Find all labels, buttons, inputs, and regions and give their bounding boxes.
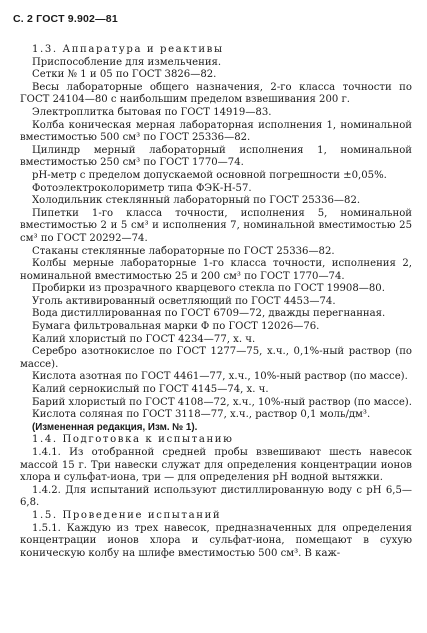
- paragraph: Цилиндр мерный лабораторный исполнения 1, номинальной вместимостью 250 см³ по ГОСТ 1770—74.: [20, 144, 412, 169]
- paragraph: 1.5. Проведение испытаний: [32, 509, 222, 521]
- paragraph: Бумага фильтровальная марки Ф по ГОСТ 12026—76.: [32, 321, 320, 333]
- paragraph: 1.4.1. Из отобранной средней пробы взвешивают шесть навесок массой 15 г. Три навески служат для определения концентрации ионов хлора и сульфат-иона, три — для определения pH водной вытяжки.: [20, 447, 412, 484]
- page-header: С. 2 ГОСТ 9.902—81: [13, 13, 118, 25]
- paragraph: 1.4.2. Для испытаний используют дистиллированную воду с pH 6,5—6,8.: [20, 484, 412, 509]
- paragraph: pH-метр с пределом допускаемой основной погрешности ±0,05%.: [32, 169, 387, 181]
- document-body: [20, 44, 412, 560]
- paragraph: Колбы мерные лабораторные 1-го класса точности, исполнения 2, номинальной вместимостью 25 и 200 см³ по ГОСТ 1770—74.: [20, 258, 412, 282]
- paragraph: Колба коническая мерная лабораторная исполнения 1, номинальной вместимостью 500 см³ по ГОСТ 25336—82.: [20, 119, 412, 144]
- paragraph: Пробирки из прозрачного кварцевого стекла по ГОСТ 19908—80.: [32, 283, 385, 295]
- paragraph: Пипетки 1-го класса точности, исполнения 5, номинальной вместимостью 2 и 5 см³ и исполнения 7, номинальной вместимостью 25 см³ по ГОСТ 20292—74.: [20, 207, 412, 244]
- paragraph: 1.3. Аппаратура и реактивы: [32, 44, 224, 55]
- paragraph: Калий сернокислый по ГОСТ 4145—74, х. ч.: [32, 384, 269, 396]
- paragraph: Стаканы стеклянные лабораторные по ГОСТ 25336—82.: [32, 245, 335, 257]
- paragraph: Электроплитка бытовая по ГОСТ 14919—83.: [32, 106, 272, 118]
- paragraph: Приспособление для измельчения.: [32, 56, 222, 68]
- paragraph: Вода дистиллированная по ГОСТ 6709—72, дважды перегнанная.: [32, 308, 386, 320]
- paragraph: Сетки № 1 и 05 по ГОСТ 3826—82.: [32, 69, 217, 81]
- paragraph: (Измененная редакция, Изм. № 1).: [32, 421, 198, 433]
- paragraph: 1.4. Подготовка к испытанию: [32, 434, 234, 446]
- paragraph: Фотоэлектроколориметр типа ФЭК-Н-57.: [32, 182, 252, 194]
- paragraph: Кислота соляная по ГОСТ 3118—77, х.ч., раствор 0,1 моль/дм³.: [32, 409, 371, 421]
- paragraph: Калий хлористый по ГОСТ 4234—77, х. ч.: [32, 333, 256, 345]
- paragraph: Кислота азотная по ГОСТ 4461—77, х.ч., 10%-ный раствор (по массе).: [32, 371, 408, 383]
- paragraph: Барий хлористый по ГОСТ 4108—72, х.ч., 10%-ный раствор (по массе).: [32, 396, 412, 408]
- paragraph: 1.5.1. Каждую из трех навесок, предназначенных для определения концентрации ионов хлора и сульфат-иона, помещают в сухую коническую колбу на шлифе вместимостью 500 см³. В каж-: [20, 522, 412, 559]
- paragraph: Весы лабораторные общего назначения, 2-го класса точности по ГОСТ 24104—80 с наибольшим пределом взвешивания 200 г.: [20, 81, 412, 106]
- paragraph: Серебро азотнокислое по ГОСТ 1277—75, х.ч., 0,1%-ный раствор (по массе).: [20, 346, 412, 370]
- paragraph: Уголь активированный осветляющий по ГОСТ 4453—74.: [32, 295, 336, 307]
- paragraph: Холодильник стеклянный лабораторный по ГОСТ 25336—82.: [32, 195, 361, 207]
